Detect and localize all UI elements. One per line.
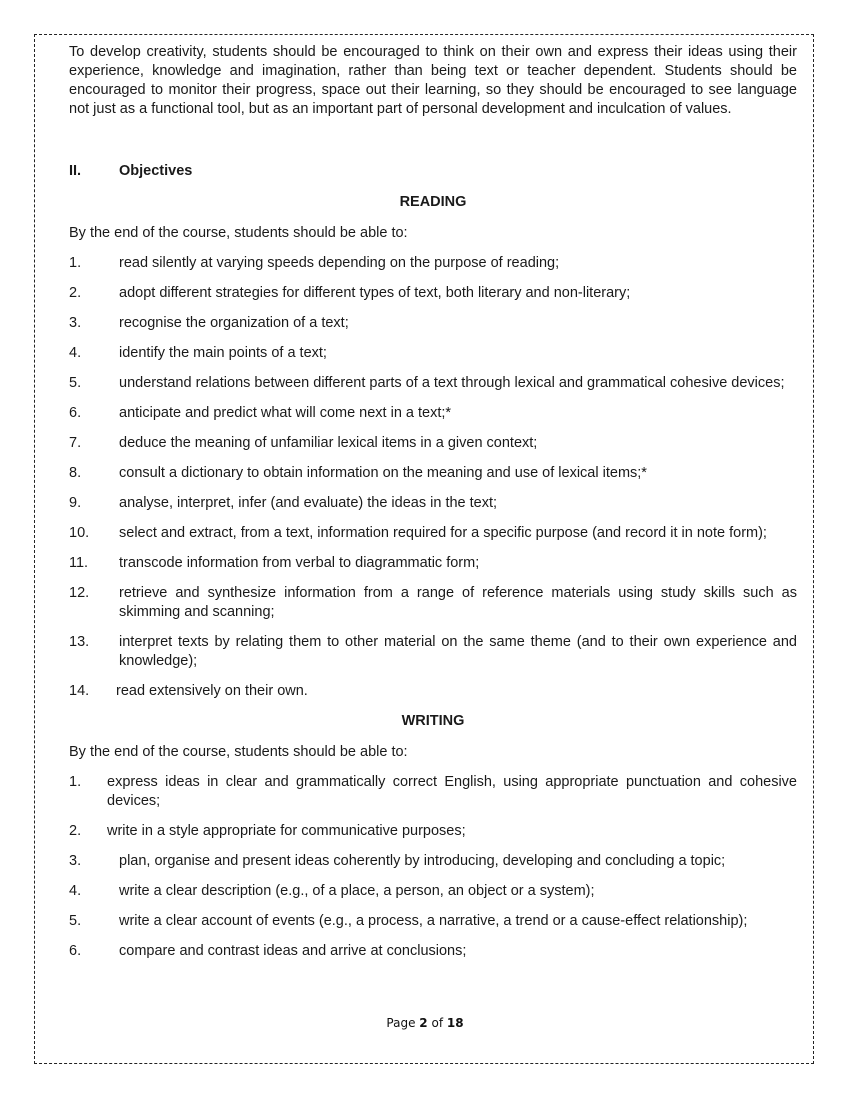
- page-of: of: [431, 1016, 444, 1030]
- item-number: 6.: [69, 405, 82, 421]
- section-heading: [69, 162, 797, 181]
- item-text: interpret texts by relating them to other material on the same theme (and to their own experience and knowledge);: [119, 634, 797, 669]
- page-content: [69, 43, 797, 972]
- reading-item: [69, 524, 797, 543]
- item-text: understand relations between different parts of a text through lexical and grammatical cohesive devices;: [119, 375, 785, 391]
- item-text: express ideas in clear and grammatically correct English, using appropriate punctuation and cohesive devices;: [107, 774, 797, 809]
- reading-heading: READING: [399, 194, 467, 210]
- reading-item: [69, 464, 797, 483]
- item-number: 2.: [69, 823, 82, 839]
- item-number: 12.: [69, 585, 90, 601]
- section-number: II.: [69, 163, 82, 179]
- item-text: read silently at varying speeds depending on the purpose of reading;: [119, 255, 560, 271]
- item-text: plan, organise and present ideas coherently by introducing, developing and concluding a topic;: [119, 853, 726, 869]
- item-text: recognise the organization of a text;: [119, 315, 349, 331]
- page-current: 2: [419, 1016, 428, 1030]
- item-text: deduce the meaning of unfamiliar lexical items in a given context;: [119, 435, 538, 451]
- item-text: select and extract, from a text, information required for a specific purpose (and record it in note form);: [119, 525, 767, 541]
- writing-item: [69, 822, 797, 841]
- item-number: 4.: [69, 345, 82, 361]
- page-footer: [0, 1016, 850, 1030]
- writing-item: [69, 773, 797, 811]
- reading-item: [69, 344, 797, 363]
- reading-item: [69, 633, 797, 671]
- item-number: 4.: [69, 883, 82, 899]
- item-text: adopt different strategies for different types of text, both literary and non-literary;: [119, 285, 631, 301]
- item-number: 8.: [69, 465, 82, 481]
- writing-lead: By the end of the course, students should be able to:: [69, 744, 408, 760]
- reading-item: [69, 404, 797, 423]
- item-text: analyse, interpret, infer (and evaluate) the ideas in the text;: [119, 495, 498, 511]
- reading-list: [69, 254, 797, 701]
- item-number: 6.: [69, 943, 82, 959]
- item-number: 5.: [69, 913, 82, 929]
- section-title: Objectives: [119, 163, 193, 179]
- item-number: 3.: [69, 315, 82, 331]
- reading-item: [69, 554, 797, 573]
- item-number: 1.: [69, 774, 82, 790]
- writing-item: [69, 942, 797, 961]
- reading-item: [69, 254, 797, 273]
- item-number: 1.: [69, 255, 82, 271]
- item-number: 14.: [69, 683, 90, 699]
- writing-item: [69, 912, 797, 931]
- reading-item: [69, 374, 797, 393]
- writing-item: [69, 852, 797, 871]
- item-text: compare and contrast ideas and arrive at conclusions;: [119, 943, 467, 959]
- page-total: 18: [446, 1016, 464, 1030]
- item-text: write in a style appropriate for communicative purposes;: [107, 823, 466, 839]
- item-text: retrieve and synthesize information from a range of reference materials using study skills such as skimming and scanning;: [119, 585, 797, 620]
- writing-list: [69, 773, 797, 961]
- item-text: transcode information from verbal to diagrammatic form;: [119, 555, 480, 571]
- item-number: 13.: [69, 634, 90, 650]
- writing-item: [69, 882, 797, 901]
- intro-paragraph: To develop creativity, students should be encouraged to think on their own and express their ideas using their experience, knowledge and imagination, rather than being text or teacher dependent. Students should be encouraged to monitor their progress, space out their learning, so they should be encouraged to see language not just as a functional tool, but as an important part of personal development and inculcation of values.: [69, 44, 797, 117]
- item-number: 11.: [69, 555, 89, 571]
- item-number: 9.: [69, 495, 82, 511]
- reading-item: [69, 434, 797, 453]
- item-number: 7.: [69, 435, 82, 451]
- writing-heading: WRITING: [401, 713, 465, 729]
- item-number: 5.: [69, 375, 82, 391]
- item-text: consult a dictionary to obtain information on the meaning and use of lexical items;*: [119, 465, 647, 481]
- reading-item: [69, 314, 797, 333]
- item-text: write a clear account of events (e.g., a process, a narrative, a trend or a cause-effect relationship);: [119, 913, 748, 929]
- reading-item: [69, 494, 797, 513]
- item-text: read extensively on their own.: [116, 683, 308, 699]
- reading-lead: By the end of the course, students should be able to:: [69, 225, 408, 241]
- reading-item: [69, 284, 797, 303]
- item-number: 3.: [69, 853, 82, 869]
- item-number: 2.: [69, 285, 82, 301]
- reading-item: [69, 584, 797, 622]
- page-label: Page: [386, 1016, 416, 1030]
- item-text: identify the main points of a text;: [119, 345, 327, 361]
- reading-item: [69, 682, 797, 701]
- item-number: 10.: [69, 525, 90, 541]
- item-text: write a clear description (e.g., of a place, a person, an object or a system);: [119, 883, 595, 899]
- item-text: anticipate and predict what will come next in a text;*: [119, 405, 452, 421]
